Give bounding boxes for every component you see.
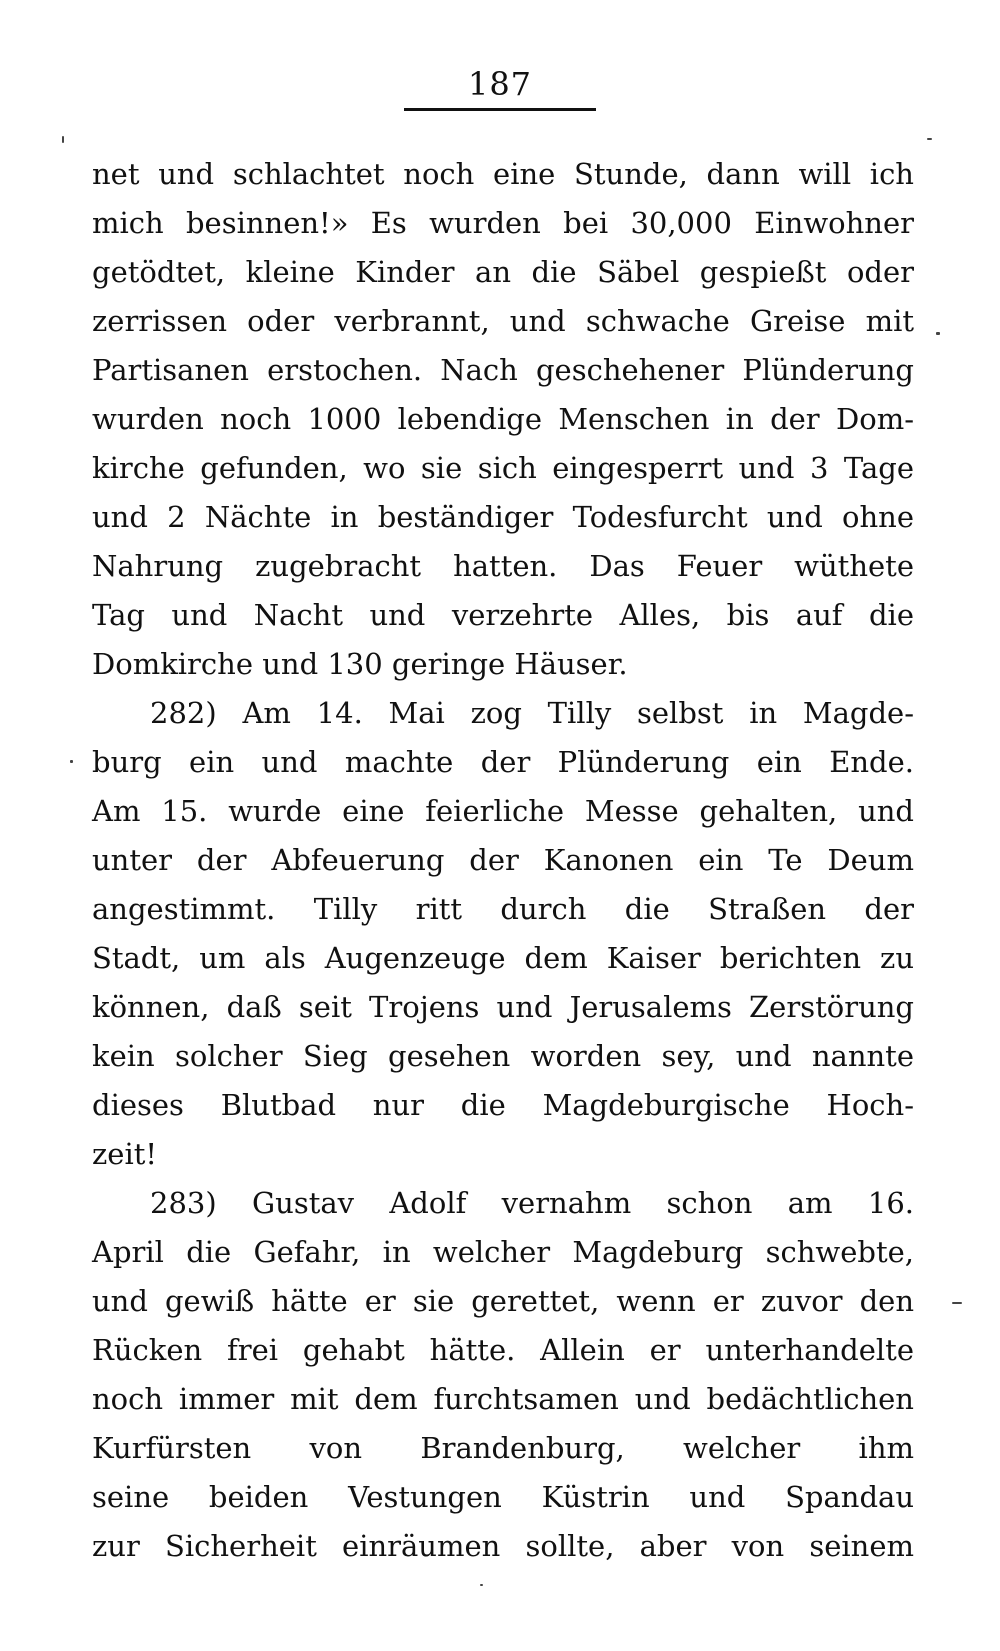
scan-speck bbox=[480, 1584, 483, 1586]
page-number-rule bbox=[404, 108, 596, 111]
text-line: Kurfürsten von Brandenburg, welcher ihm bbox=[92, 1431, 914, 1465]
text-line: dieses Blutbad nur die Magdeburgische Hoch- bbox=[92, 1088, 914, 1122]
text-line: Rücken frei gehabt hätte. Allein er unterhandelte bbox=[92, 1333, 914, 1367]
text-line: getödtet, kleine Kinder an die Säbel gespießt oder bbox=[92, 255, 914, 289]
text-line: noch immer mit dem furchtsamen und bedächtlichen bbox=[92, 1382, 914, 1416]
text-line: mich besinnen!» Es wurden bei 30,000 Einwohner bbox=[92, 206, 914, 240]
text-line: können, daß seit Trojens und Jerusalems Zerstörung bbox=[92, 990, 914, 1024]
scan-speck bbox=[952, 1302, 962, 1304]
text-line: Partisanen erstochen. Nach geschehener Plünderung bbox=[92, 353, 914, 387]
text-line: wurden noch 1000 lebendige Menschen in der Dom- bbox=[92, 402, 914, 436]
text-line: seine beiden Vestungen Küstrin und Spandau bbox=[92, 1480, 914, 1514]
text-line: zerrissen oder verbrannt, und schwache Greise mit bbox=[92, 304, 914, 338]
text-line: 282) Am 14. Mai zog Tilly selbst in Magde- bbox=[150, 696, 914, 730]
text-line: angestimmt. Tilly ritt durch die Straßen der bbox=[92, 892, 914, 926]
scan-speck bbox=[70, 760, 73, 763]
text-line: zur Sicherheit einräumen sollte, aber von seinem bbox=[92, 1529, 914, 1563]
text-line: Tag und Nacht und verzehrte Alles, bis auf die bbox=[92, 598, 914, 632]
text-line: net und schlachtet noch eine Stunde, dann will ich bbox=[92, 157, 914, 191]
text-line: unter der Abfeuerung der Kanonen ein Te Deum bbox=[92, 843, 914, 877]
text-line: Am 15. wurde eine feierliche Messe gehalten, und bbox=[92, 794, 914, 828]
text-line: 283) Gustav Adolf vernahm schon am 16. bbox=[150, 1186, 914, 1220]
text-line: Nahrung zugebracht hatten. Das Feuer wüthete bbox=[92, 549, 914, 583]
text-line: kirche gefunden, wo sie sich eingesperrt und 3 Tage bbox=[92, 451, 914, 485]
text-line: zeit! bbox=[92, 1137, 158, 1171]
text-line: Domkirche und 130 geringe Häuser. bbox=[92, 647, 628, 681]
text-line: und gewiß hätte er sie gerettet, wenn er zuvor den bbox=[92, 1284, 914, 1318]
scan-speck bbox=[927, 138, 932, 140]
scan-speck bbox=[936, 332, 940, 335]
text-line: April die Gefahr, in welcher Magdeburg schwebte, bbox=[92, 1235, 914, 1269]
page-number: 187 bbox=[467, 65, 533, 103]
text-line: kein solcher Sieg gesehen worden sey, und nannte bbox=[92, 1039, 914, 1073]
text-line: und 2 Nächte in beständiger Todesfurcht und ohne bbox=[92, 500, 914, 534]
body-text bbox=[92, 150, 914, 1571]
text-line: burg ein und machte der Plünderung ein Ende. bbox=[92, 745, 914, 779]
scan-speck bbox=[62, 136, 64, 143]
text-line: Stadt, um als Augenzeuge dem Kaiser berichten zu bbox=[92, 941, 914, 975]
